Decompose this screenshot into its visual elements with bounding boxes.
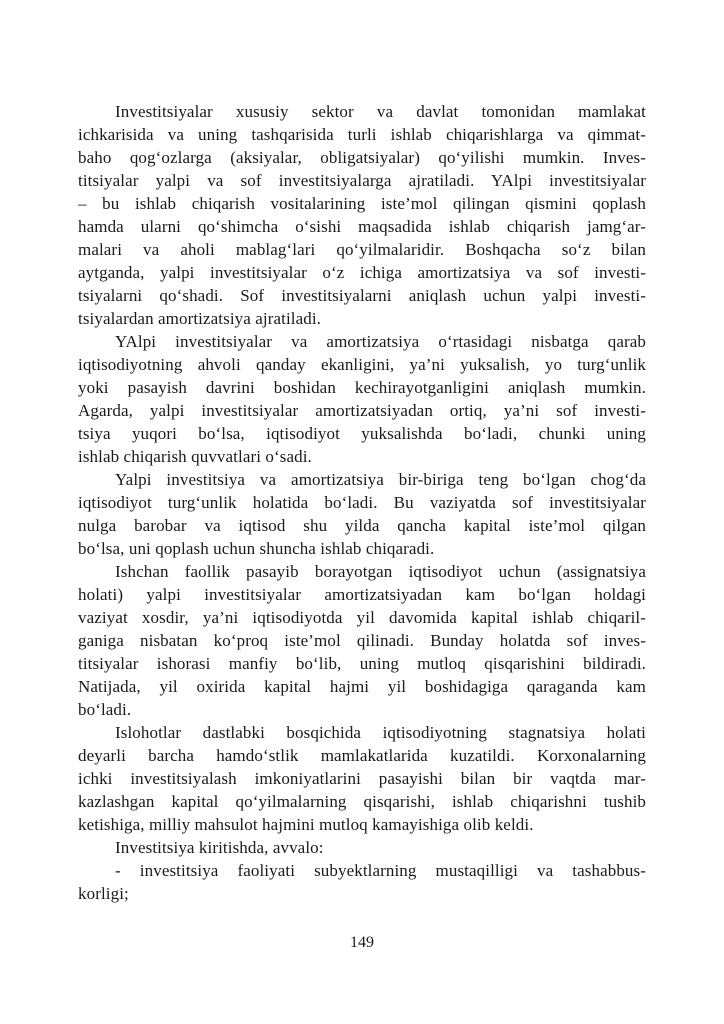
text-line: – bu ishlab chiqarish vositalarining iste’mol qilingan qismini qoplash [78,194,646,213]
text-line: iqtisodiyotning ahvoli qanday ekanligini, ya’ni yuksalish, yo turgʻunlik [78,355,646,374]
text-line: ishlab chiqarish quvvatlari oʻsadi. [78,447,312,466]
paragraph [78,836,646,859]
text-line: Investitsiya kiritishda, avvalo: [115,838,324,857]
text-line: aytganda, yalpi investitsiyalar oʻz ichiga amortizatsiya va sof investi- [78,263,646,282]
body-text [78,100,646,905]
text-line: tsiya yuqori boʻlsa, iqtisodiyot yuksalishda boʻladi, chunki uning [78,424,646,443]
text-line: malari va aholi mablagʻlari qoʻyilmalaridir. Boshqacha soʻz bilan [78,240,646,259]
text-line: Yalpi investitsiya va amortizatsiya bir-biriga teng boʻlgan chogʻda [115,470,646,489]
text-line: hamda ularni qoʻshimcha oʻsishi maqsadida ishlab chiqarish jamgʻar- [78,217,646,236]
text-line: Ishchan faollik pasayib borayotgan iqtisodiyot uchun (assignatsiya [115,562,646,581]
text-line: ichkarisida va uning tashqarisida turli ishlab chiqarishlarga va qimmat- [78,125,646,144]
text-line: Agarda, yalpi investitsiyalar amortizatsiyadan ortiq, ya’ni sof investi- [78,401,646,420]
text-line: ganiga nisbatan koʻproq iste’mol qilinadi. Bunday holatda sof inves- [78,631,646,650]
text-line: kazlashgan kapital qoʻyilmalarning qisqarishi, ishlab chiqarishni tushib [78,792,646,811]
text-line: Natijada, yil oxirida kapital hajmi yil boshidagiga qaraganda kam [78,677,646,696]
text-line: boʻladi. [78,700,132,719]
text-line: Islohotlar dastlabki bosqichida iqtisodiyotning stagnatsiya holati [115,723,646,742]
paragraph [78,859,646,905]
text-line: vaziyat xosdir, ya’ni iqtisodiyotda yil davomida kapital ishlab chiqaril- [78,608,646,627]
paragraph [78,330,646,468]
paragraph [78,100,646,330]
paragraph [78,560,646,721]
text-line: korligi; [78,884,129,903]
text-line: titsiyalar yalpi va sof investitsiyalarga ajratiladi. YAlpi investitsiyalar [78,171,646,190]
text-line: Investitsiyalar xususiy sektor va davlat tomonidan mamlakat [115,102,646,121]
text-line: tsiyalarni qoʻshadi. Sof investitsiyalarni aniqlash uchun yalpi investi- [78,286,646,305]
text-line: deyarli barcha hamdoʻstlik mamlakatlarida kuzatildi. Korxonalarning [78,746,646,765]
text-line: baho qogʻozlarga (aksiyalar, obligatsiyalar) qoʻyilishi mumkin. Inves- [78,148,646,167]
page-number: 149 [350,934,374,951]
text-line: holati) yalpi investitsiyalar amortizatsiyadan kam boʻlgan holdagi [78,585,646,604]
paragraph [78,721,646,836]
text-line: tsiyalardan amortizatsiya ajratiladi. [78,309,322,328]
text-line: boʻlsa, uni qoplash uchun shuncha ishlab chiqaradi. [78,539,435,558]
text-line: YAlpi investitsiyalar va amortizatsiya oʻrtasidagi nisbatga qarab [115,332,646,351]
text-line: ichki investitsiyalash imkoniyatlarini pasayishi bilan bir vaqtda mar- [78,769,646,788]
text-line: titsiyalar ishorasi manfiy boʻlib, uning mutloq qisqarishini bildiradi. [78,654,646,673]
text-line: nulga barobar va iqtisod shu yilda qancha kapital iste’mol qilgan [78,516,646,535]
text-line: ketishiga, milliy mahsulot hajmini mutloq kamayishiga olib keldi. [78,815,534,834]
text-line: - investitsiya faoliyati subyektlarning mustaqilligi va tashabbus- [115,861,646,880]
text-line: yoki pasayish davrini boshidan kechirayotganligini aniqlash mumkin. [78,378,646,397]
text-line: iqtisodiyot turgʻunlik holatida boʻladi. Bu vaziyatda sof investitsiyalar [78,493,646,512]
paragraph [78,468,646,560]
